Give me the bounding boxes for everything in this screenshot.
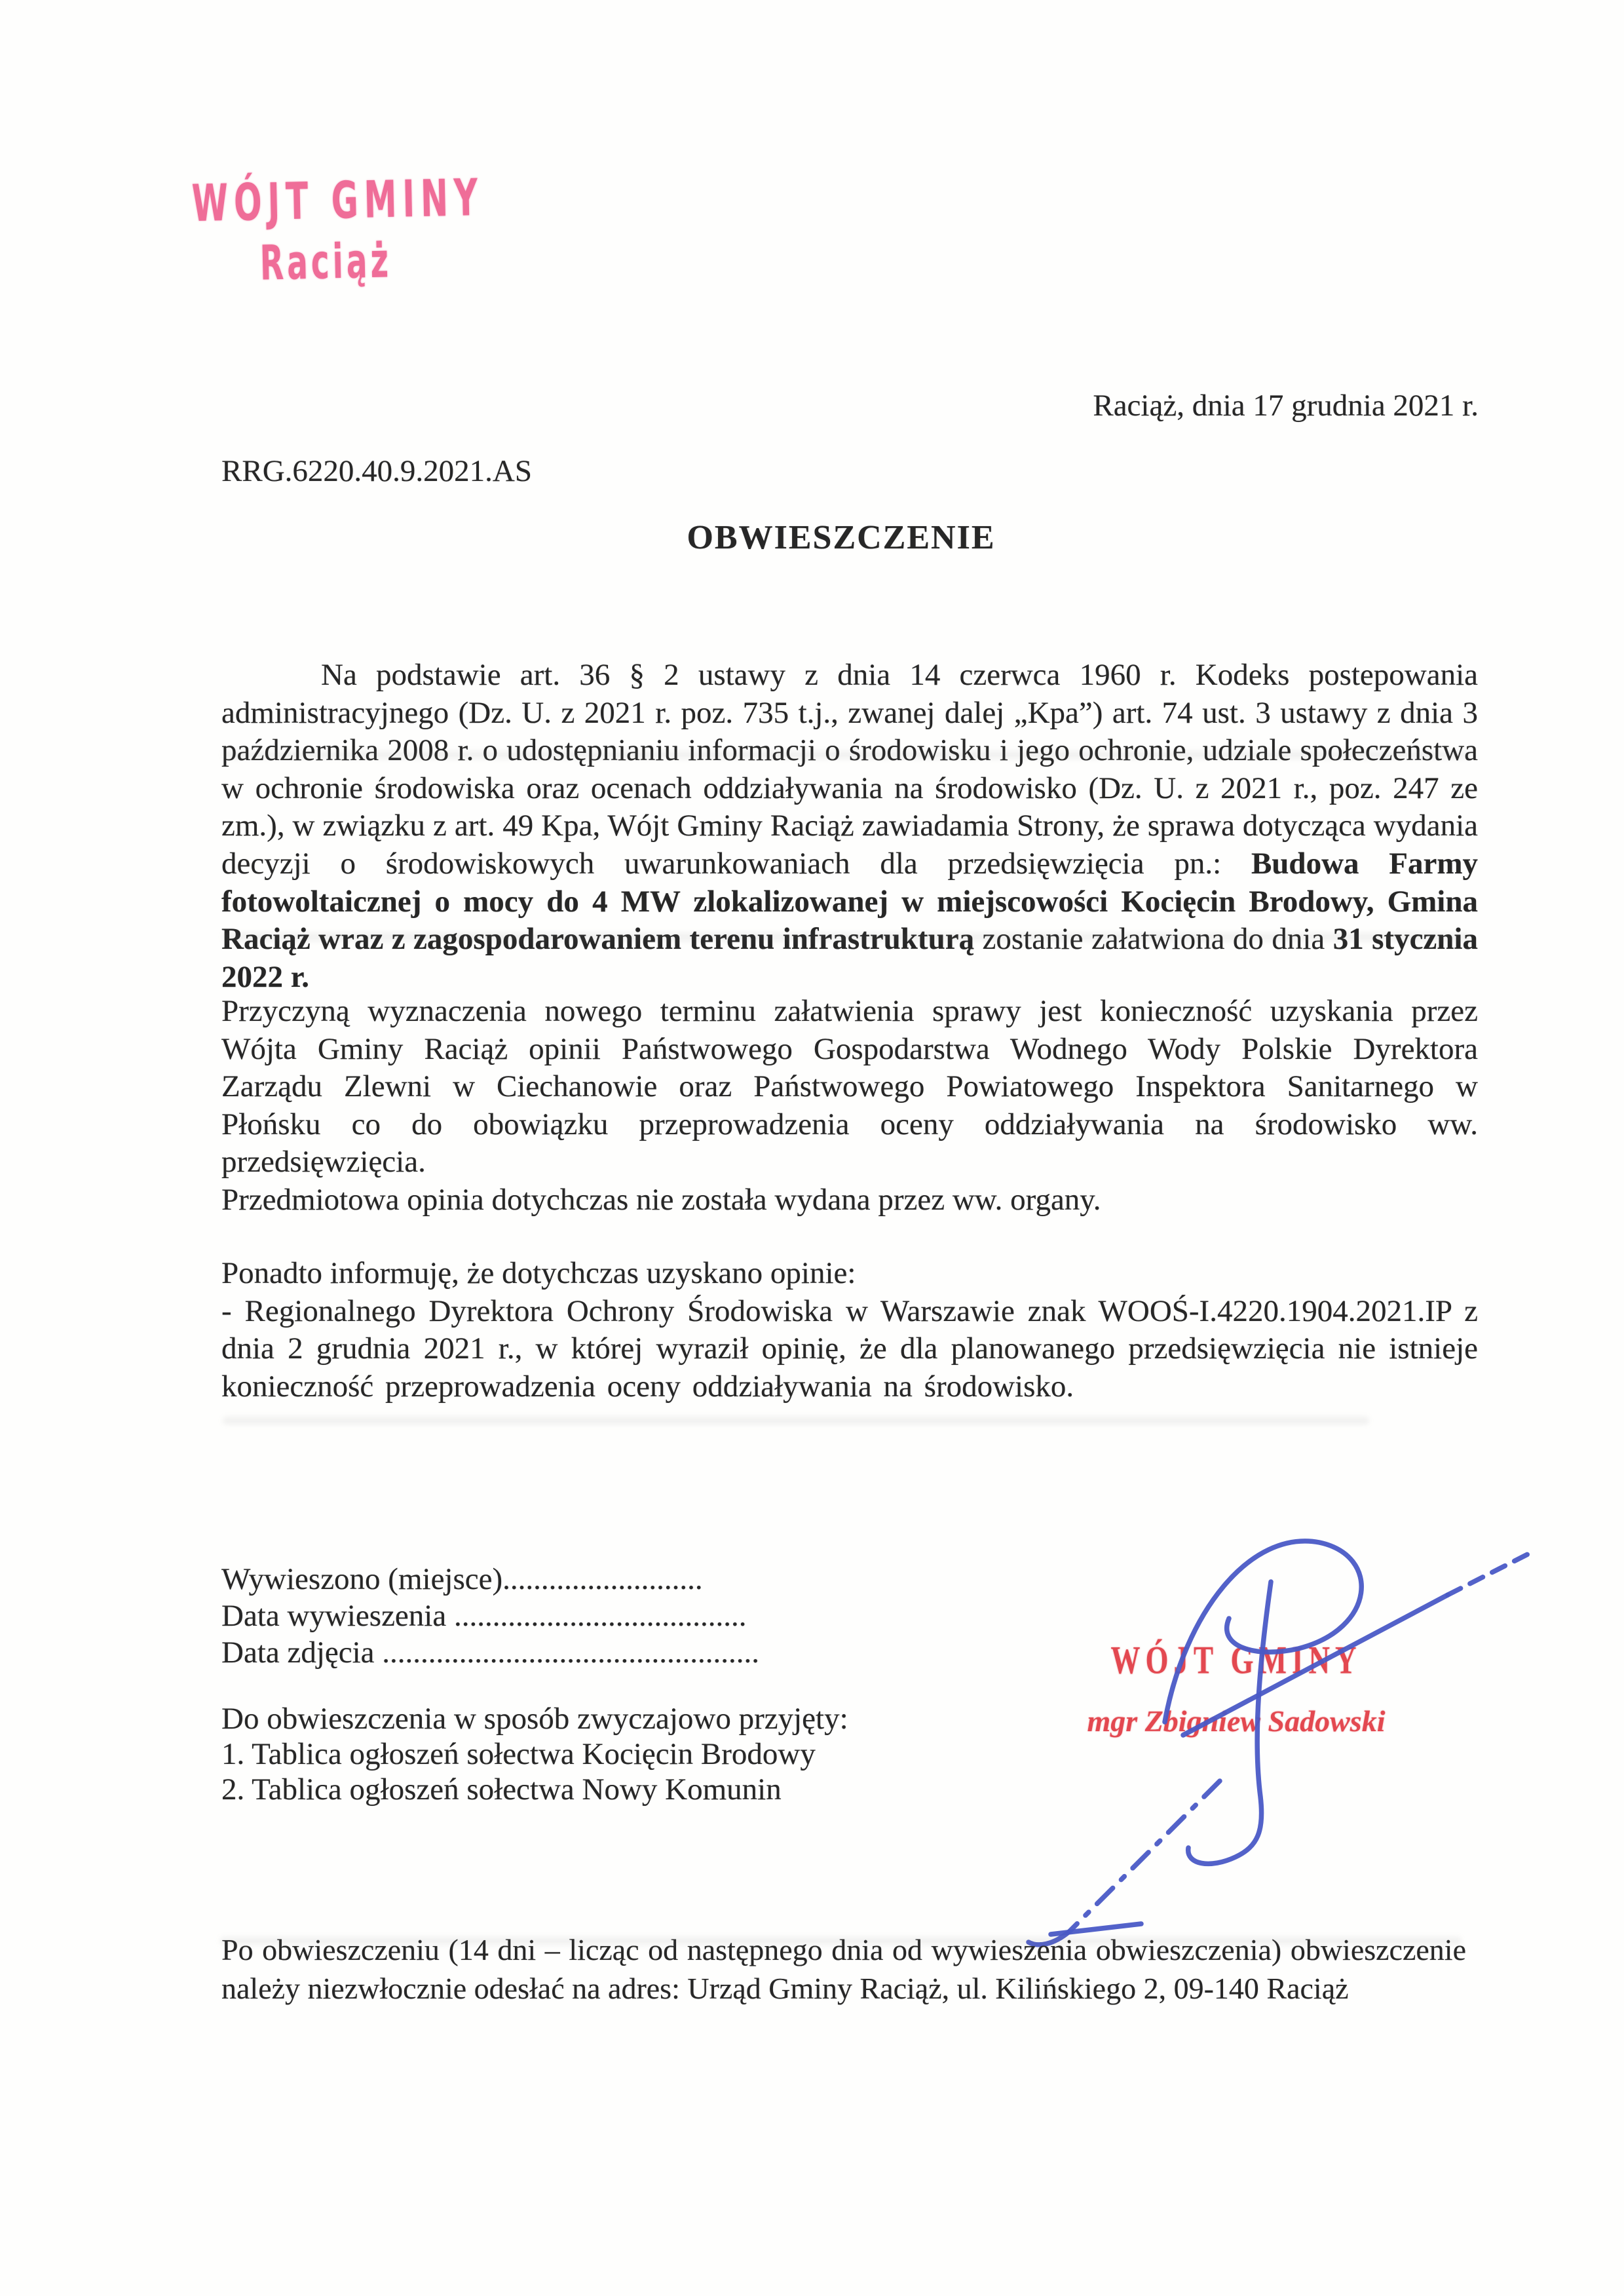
signatory-name: mgr Zbigniew Sadowski bbox=[1087, 1704, 1386, 1738]
sender-office-stamp bbox=[191, 168, 485, 294]
scan-smudge bbox=[223, 933, 1471, 941]
posting-date-line: Data wywieszenia ...................................... bbox=[221, 1599, 747, 1633]
paragraph-opinions bbox=[221, 1255, 1478, 1406]
distribution-heading: Do obwieszczenia w sposób zwyczajowo przyjęty: bbox=[221, 1702, 848, 1736]
paragraph-reason-text: Przyczyną wyznaczenia nowego terminu załatwienia sprawy jest konieczność uzyskania przez Wójta Gminy Raciąż opinii Państwowego Gospodarstwa Wodnego Wody Polskie Dyrektora Zarządu Zlewni w Ciechanowie oraz Państwowego Powiatowego Inspektora Sanitarnego w Płońsku co do obowiązku przeprowadzenia oceny oddziaływania na środowisko ww. przedsięwzięcia. bbox=[221, 994, 1478, 1179]
scan-smudge bbox=[223, 1417, 1369, 1425]
footer-return-note: Po obwieszczeniu (14 dni – licząc od następnego dnia od wywieszenia obwieszczenia) obwieszczenie należy niezwłocznie odesłać na adres: Urząd Gminy Raciąż, ul. Kilińskiego 2, 09-140 Raciąż bbox=[221, 1933, 1466, 2005]
document-title: OBWIESZCZENIE bbox=[687, 519, 996, 556]
paragraph-legal-basis bbox=[221, 657, 1478, 996]
signature-diagonal-dashes bbox=[1448, 1554, 1528, 1595]
paragraph-opinions-intro: Ponadto informuję, że dotychczas uzyskano opinie: bbox=[221, 1256, 856, 1290]
paragraph-legal-basis-text: Na podstawie art. 36 § 2 ustawy z dnia 14 czerwca 1960 r. Kodeks postepowania administracyjnego (Dz. U. z 2021 r. poz. 735 t.j., zwanej dalej „Kpa”) art. 74 ust. 3 ustawy z dnia 3 października 2008 r. o udostępnianiu informacji o środowisku i jego ochronie, udziale społeczeństwa w ochronie środowiska oraz ocenach oddziaływania na środowisko (Dz. U. z 2021 r., poz. 247 ze zm.), w związku z art. 49 Kpa, Wójt Gminy Raciąż zawiadamia Strony, że sprawa dotycząca wydania decyzji o środowiskowych uwarunkowaniach dla przedsięwzięcia pn.: bbox=[221, 658, 1478, 881]
distribution-item-2: 2. Tablica ogłoszeń sołectwa Nowy Komunin bbox=[221, 1772, 782, 1807]
sender-stamp-line1: WÓJT GMINY bbox=[191, 168, 485, 233]
paragraph-legal-basis-text2: zostanie załatwiona do dnia bbox=[974, 922, 1333, 957]
scan-smudge bbox=[220, 1937, 1462, 1945]
distribution-item-1: 1. Tablica ogłoszeń sołectwa Kocięcin Brodowy bbox=[221, 1737, 816, 1771]
reference-number: RRG.6220.40.9.2021.AS bbox=[221, 454, 532, 488]
paragraph-opinions-item: - Regionalnego Dyrektora Ochrony Środowiska w Warszawie znak WOOŚ-I.4220.1904.2021.IP z dnia 2 grudnia 2021 r., w której wyraził opinię, że dla planowanego przedsięwzięcia nie istnieje konieczność przeprowadzenia oceny oddziaływania na środowisko. bbox=[221, 1293, 1478, 1404]
signature-tail-dashes bbox=[1069, 1781, 1220, 1932]
dateline: Raciąż, dnia 17 grudnia 2021 r. bbox=[1093, 389, 1479, 423]
scan-smudge bbox=[223, 751, 1471, 759]
sender-stamp-line2: Raciąż bbox=[259, 233, 392, 292]
deadline-date-bold: 31 stycznia 2022 r. bbox=[221, 922, 1478, 994]
posting-place-line: Wywieszono (miejsce).......................... bbox=[221, 1562, 703, 1596]
posting-block bbox=[221, 1561, 759, 1671]
project-name-bold: Budowa Farmy fotowoltaicznej o mocy do 4 MW zlokalizowanej w miejscowości Kocięcin Brodowy, Gmina Raciąż wraz z zagospodarowaniem terenu infrastrukturą bbox=[221, 846, 1478, 957]
signatory-stamp bbox=[1082, 1637, 1390, 1738]
signatory-title: WÓJT GMINY bbox=[1110, 1637, 1362, 1682]
paragraph-reason-note: Przedmiotowa opinia dotychczas nie została wydana przez ww. organy. bbox=[221, 1182, 1101, 1217]
removal-date-line: Data zdjęcia ................................................. bbox=[221, 1636, 760, 1670]
paragraph-reason bbox=[221, 993, 1478, 1219]
distribution-list bbox=[221, 1701, 848, 1807]
